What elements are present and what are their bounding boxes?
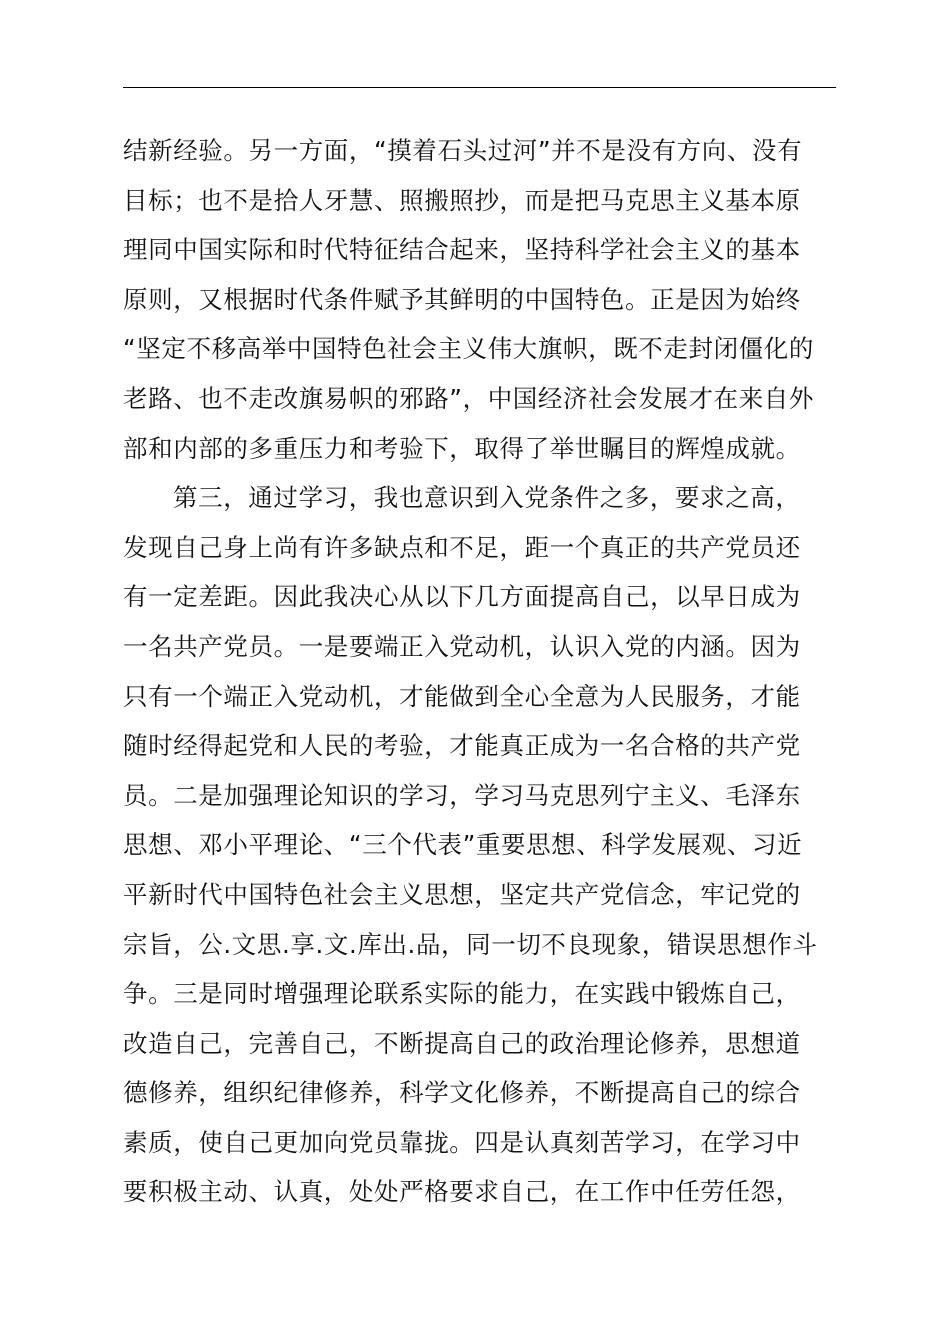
text-line: 部和内部的多重压力和考验下，取得了举世瞩目的辉煌成就。	[123, 433, 801, 463]
text-line: 要积极主动、认真，处处严格要求自己，在工作中任劳任怨，	[123, 1177, 801, 1207]
text-line: 原则，又根据时代条件赋予其鲜明的中国特色。正是因为始终	[123, 284, 801, 314]
body-text	[123, 126, 836, 1217]
header-rule	[123, 87, 836, 88]
text-line: 素质，使自己更加向党员靠拢。四是认真刻苦学习，在学习中	[123, 1127, 801, 1157]
paragraph-first-line: 第三，通过学习，我也意识到入党条件之多，要求之高，	[173, 483, 801, 513]
text-line: 目标；也不是拾人牙慧、照搬照抄，而是把马克思主义基本原	[123, 185, 801, 215]
text-line: 改造自己，完善自己，不断提高自己的政治理论修养，思想道	[123, 1028, 801, 1058]
text-line: 结新经验。另一方面，“摸着石头过河”并不是没有方向、没有	[123, 136, 803, 165]
text-line: 有一定差距。因此我决心从以下几方面提高自己，以早日成为	[123, 582, 801, 612]
text-line: 宗旨，公.文思.享.文.库出.品，同一切不良现象，错误思想作斗	[123, 929, 818, 959]
text-line: 随时经得起党和人民的考验，才能真正成为一名合格的共产党	[123, 731, 801, 761]
text-line: 思想、邓小平理论、“三个代表”重要思想、科学发展观、习近	[123, 830, 803, 860]
text-line: 老路、也不走改旗易帜的邪路”，中国经济社会发展才在来自外	[123, 383, 814, 413]
text-line: “坚定不移高举中国特色社会主义伟大旗帜，既不走封闭僵化的	[123, 334, 814, 364]
text-line: 德修养，组织纪律修养，科学文化修养，不断提高自己的综合	[123, 1078, 801, 1108]
text-line: 一名共产党员。一是要端正入党动机，认识入党的内涵。因为	[123, 631, 801, 661]
text-line: 员。二是加强理论知识的学习，学习马克思列宁主义、毛泽东	[123, 780, 801, 810]
text-line: 发现自己身上尚有许多缺点和不足，距一个真正的共产党员还	[123, 532, 801, 562]
text-line: 争。三是同时增强理论联系实际的能力，在实践中锻炼自己，	[123, 979, 801, 1009]
text-line: 只有一个端正入党动机，才能做到全心全意为人民服务，才能	[123, 681, 801, 711]
text-line: 平新时代中国特色社会主义思想，坚定共产党信念，牢记党的	[123, 879, 801, 909]
text-line: 理同中国实际和时代特征结合起来，坚持科学社会主义的基本	[123, 235, 801, 265]
